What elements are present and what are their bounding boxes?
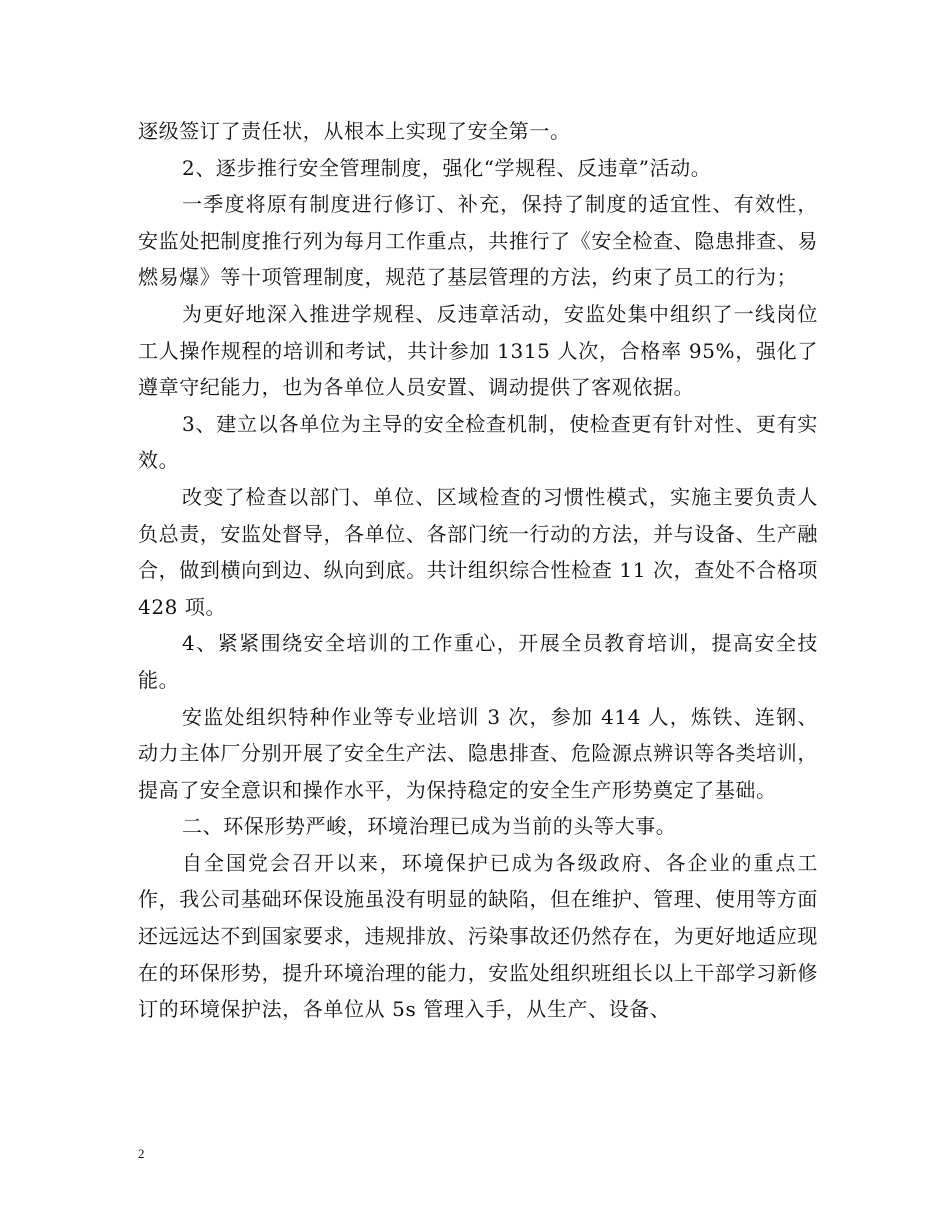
section-heading-two: 二、环保形势严峻，环境治理已成为当前的头等大事。 [182, 814, 677, 839]
document-body [138, 113, 818, 1028]
paragraph: 一季度将原有制度进行修订、补充，保持了制度的适宜性、有效性，安监处把制度推行列为每月工作重点，共推行了《安全检查、隐患排查、易燃易爆》等十项管理制度，规范了基层管理的方法，约束了员工的行为； [138, 192, 818, 290]
section-heading-4: 4、紧紧围绕安全培训的工作重心，开展全员教育培训，提高安全技能。 [138, 631, 818, 692]
section-heading-2: 2、逐步推行安全管理制度，强化“学规程、反违章”活动。 [182, 155, 712, 180]
paragraph: 自全国党会召开以来，环境保护已成为各级政府、各企业的重点工作，我公司基础环保设施虽没有明显的缺陷，但在维护、管理、使用等方面还远远达不到国家要求，违规排放、污染事故还仍然存在，为更好地适应现在的环保形势，提升环境治理的能力，安监处组织班组长以上干部学习新修订的环境保护法，各单位从 5s 管理入手，从生产、设备、 [138, 850, 818, 1022]
paragraph-continuation: 逐级签订了责任状，从根本上实现了安全第一。 [138, 119, 571, 143]
section-heading-3: 3、建立以各单位为主导的安全检查机制，使检查更有针对性、更有实效。 [138, 411, 818, 473]
paragraph: 改变了检查以部门、单位、区域检查的习惯性模式，实施主要负责人负总责，安监处督导，各单位、各部门统一行动的方法，并与设备、生产融合，做到横向到边、纵向到底。共计组织综合性检查 11 次，查处不合格项 428 项。 [138, 484, 818, 619]
paragraph: 安监处组织特种作业等专业培训 3 次，参加 414 人，炼铁、连钢、动力主体厂分别开展了安全生产法、隐患排查、危险源点辨识等各类培训，提高了安全意识和操作水平，为保持稳定的安全生产形势奠定了基础。 [138, 704, 818, 802]
paragraph: 为更好地深入推进学规程、反违章活动，安监处集中组织了一线岗位工人操作规程的培训和考试，共计参加 1315 人次，合格率 95%，强化了遵章守纪能力，也为各单位人员安置、调动提供了客观依据。 [138, 301, 818, 400]
page-number: 2 [138, 1146, 145, 1161]
